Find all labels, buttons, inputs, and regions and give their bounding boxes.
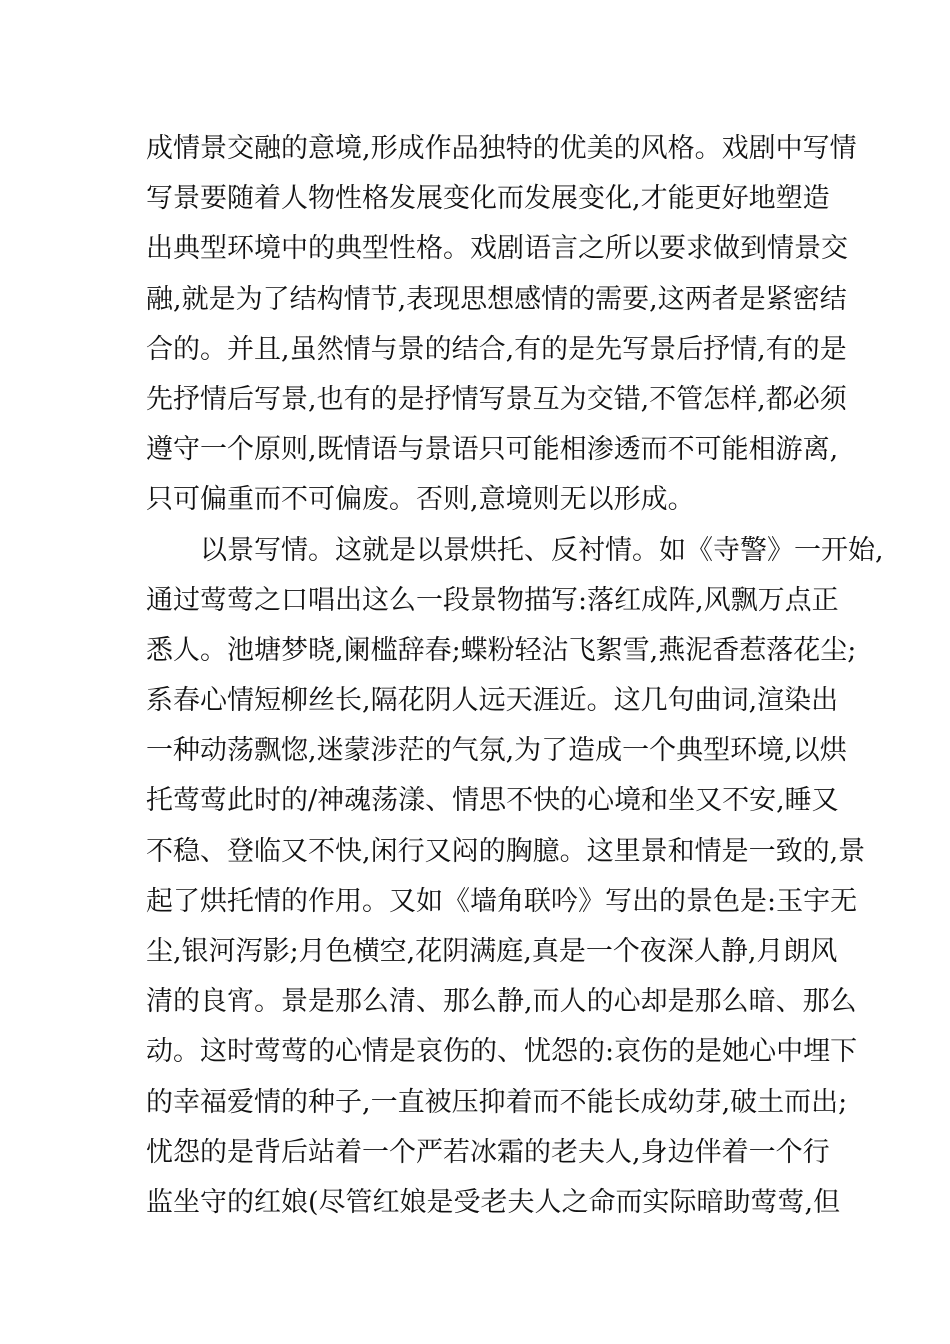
text-line: 只可偏重而不可偏废。否则,意境则无以形成。 — [146, 484, 695, 516]
text-line: 一种动荡飘惚,迷蒙涉茫的气氛,为了造成一个典型环境,以烘 — [146, 735, 847, 767]
body-text — [146, 124, 884, 1228]
text-line: 监坐守的红娘(尽管红娘是受老夫人之命而实际暗助莺莺,但 — [146, 1186, 841, 1218]
text-line: 不稳、登临又不快,闲行又闷的胸臆。这里景和情是一致的,景 — [146, 835, 866, 867]
text-line: 融,就是为了结构情节,表现思想感情的需要,这两者是紧密结 — [146, 283, 847, 315]
text-line: 忧怨的是背后站着一个严若冰霜的老夫人,身边伴着一个行 — [146, 1136, 830, 1168]
text-line: 出典型环境中的典型性格。戏剧语言之所以要求做到情景交 — [146, 233, 848, 265]
text-line: 写景要随着人物性格发展变化而发展变化,才能更好地塑造 — [146, 183, 830, 215]
text-line: 系春心情短柳丝长,隔花阴人远天涯近。这几句曲词,渲染出 — [146, 685, 839, 717]
text-line: 动。这时莺莺的心情是哀伤的、忧怨的:哀伤的是她心中埋下 — [146, 1036, 858, 1068]
text-line: 遵守一个原则,既情语与景语只可能相渗透而不可能相游离, — [146, 434, 839, 466]
text-line: 托莺莺此时的/神魂荡漾、情思不快的心境和坐又不安,睡又 — [146, 785, 839, 817]
text-line: 尘,银河泻影;月色横空,花阴满庭,真是一个夜深人静,月朗风 — [146, 936, 838, 967]
paragraph-first-line: 以景写情。这就是以景烘托、反衬情。如《寺警》一开始, — [200, 534, 884, 566]
text-line: 起了烘托情的作用。又如《墙角联吟》写出的景色是:玉宇无 — [146, 885, 858, 917]
text-line: 悉人。池塘梦晓,阑槛辞春;蝶粉轻沾飞絮雪,燕泥香惹落花尘; — [146, 634, 857, 666]
text-line: 合的。并且,虽然情与景的结合,有的是先写景后抒情,有的是 — [146, 333, 847, 365]
text-line: 成情景交融的意境,形成作品独特的优美的风格。戏剧中写情 — [146, 133, 857, 164]
text-line: 清的良宵。景是那么清、那么静,而人的心却是那么暗、那么 — [146, 986, 857, 1018]
text-line: 的幸福爱情的种子,一直被压抑着而不能长成幼芽,破土而出; — [146, 1086, 848, 1118]
text-line: 通过莺莺之口唱出这么一段景物描写:落红成阵,风飘万点正 — [146, 584, 839, 616]
text-line: 先抒情后写景,也有的是抒情写景互为交错,不管怎样,都必须 — [146, 383, 847, 415]
